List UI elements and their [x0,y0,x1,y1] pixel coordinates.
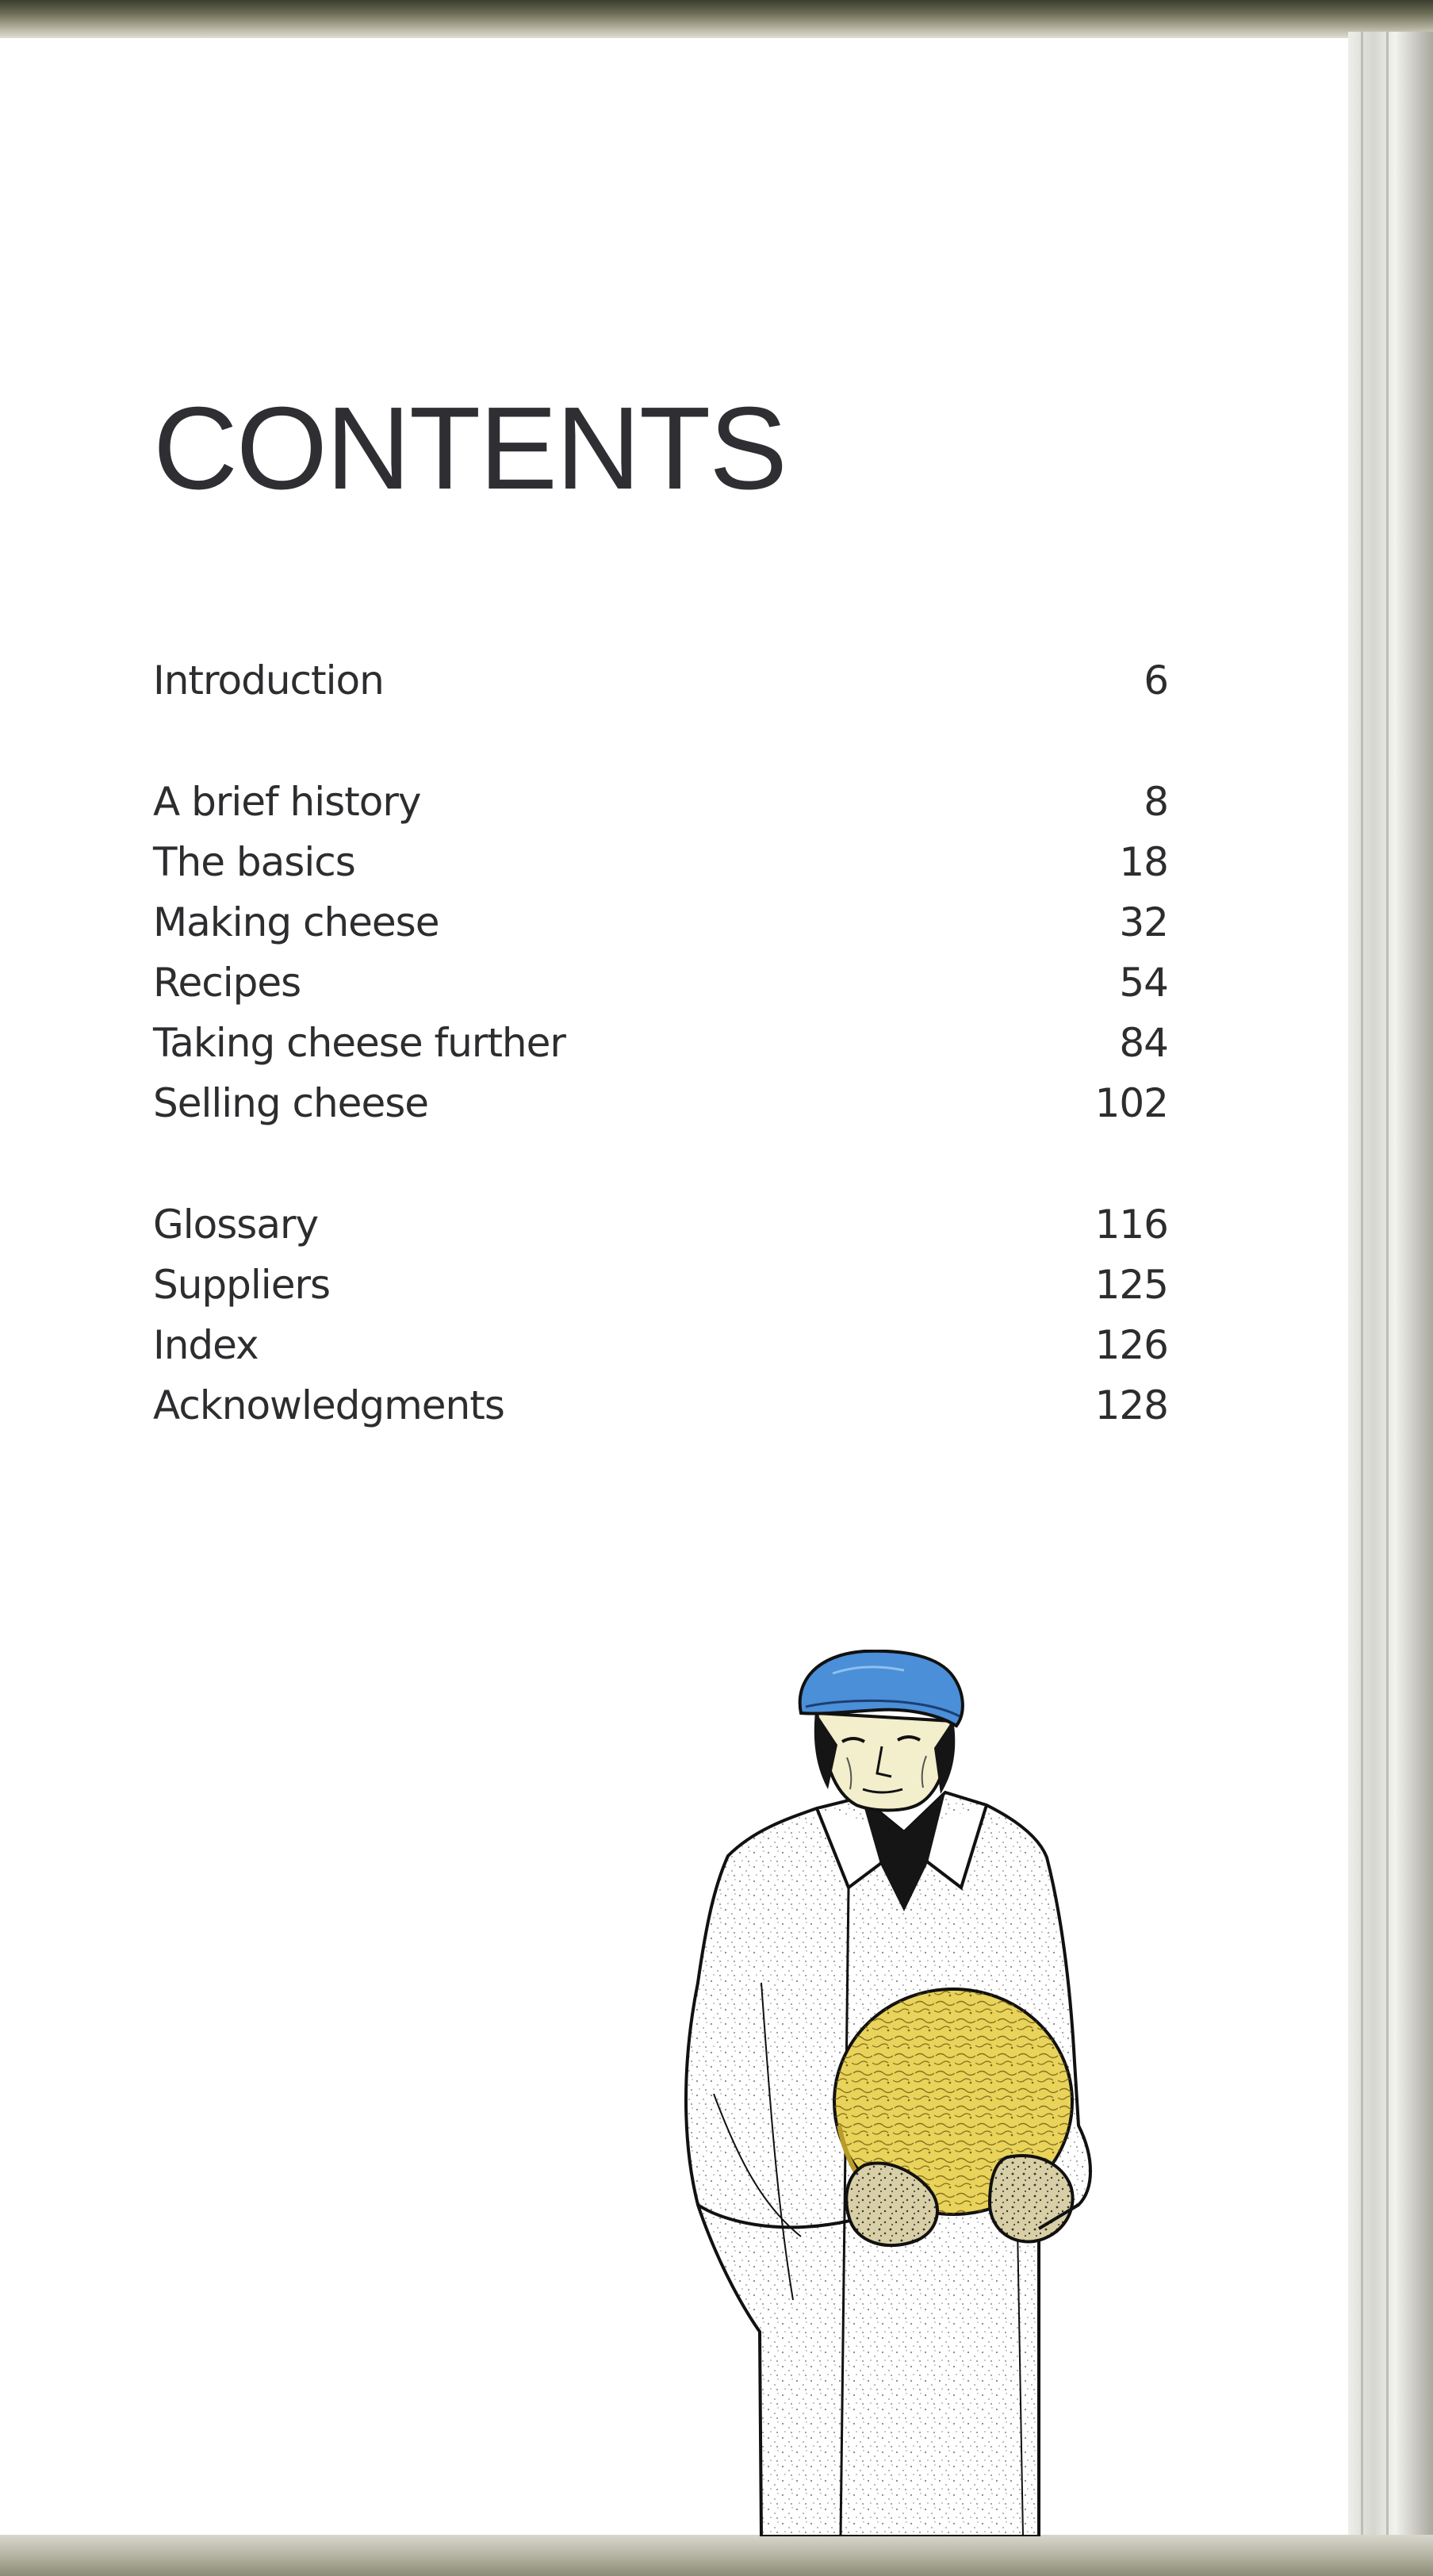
toc-entry[interactable] [153,892,1168,953]
toc-entry[interactable] [153,650,1168,711]
toc-entry-label: Introduction [153,657,384,703]
toc-entry-label: Acknowledgments [153,1382,504,1428]
toc-entry-page: 125 [1094,1262,1168,1308]
toc-entry[interactable] [153,1013,1168,1073]
cheesemaker-illustration [666,1650,1142,2536]
bottom-page-edge [0,2535,1433,2576]
toc-entry[interactable] [153,1073,1168,1133]
spine-line [1386,32,1389,2536]
toc-entry-page: 18 [1119,839,1168,885]
toc-entry[interactable] [153,1194,1168,1255]
top-page-edge [0,0,1433,36]
face [817,1713,952,1811]
toc-entry-label: A brief history [153,779,421,825]
toc-entry[interactable] [153,953,1168,1013]
toc-entry[interactable] [153,832,1168,892]
toc-entry-label: Index [153,1322,259,1368]
toc-entry-label: Taking cheese further [153,1020,565,1066]
toc-entry-page: 8 [1144,779,1168,825]
toc-entry[interactable] [153,1375,1168,1436]
spine-line [1361,32,1363,2536]
toc-entry-label: Glossary [153,1202,319,1248]
toc-entry[interactable] [153,1255,1168,1315]
toc-entry-label: Making cheese [153,899,439,945]
toc-entry-page: 54 [1119,960,1168,1006]
toc-entry[interactable] [153,1315,1168,1375]
toc-entry-label: The basics [153,839,355,885]
toc-entry-page: 32 [1119,899,1168,945]
toc-entry-page: 128 [1094,1382,1168,1428]
toc-entry-page: 102 [1094,1080,1168,1126]
toc-entry-page: 126 [1094,1322,1168,1368]
toc-entry-label: Recipes [153,960,301,1006]
toc-entry-page: 6 [1144,657,1168,703]
toc-entry-page: 84 [1119,1020,1168,1066]
right-hand [990,2156,1073,2241]
toc-entry-page: 116 [1094,1202,1168,1248]
contents-title: CONTENTS [153,383,786,514]
blue-hairnet [800,1651,963,1726]
toc-entry[interactable] [153,772,1168,832]
toc-entry-label: Suppliers [153,1262,331,1308]
toc-entry-label: Selling cheese [153,1080,429,1126]
